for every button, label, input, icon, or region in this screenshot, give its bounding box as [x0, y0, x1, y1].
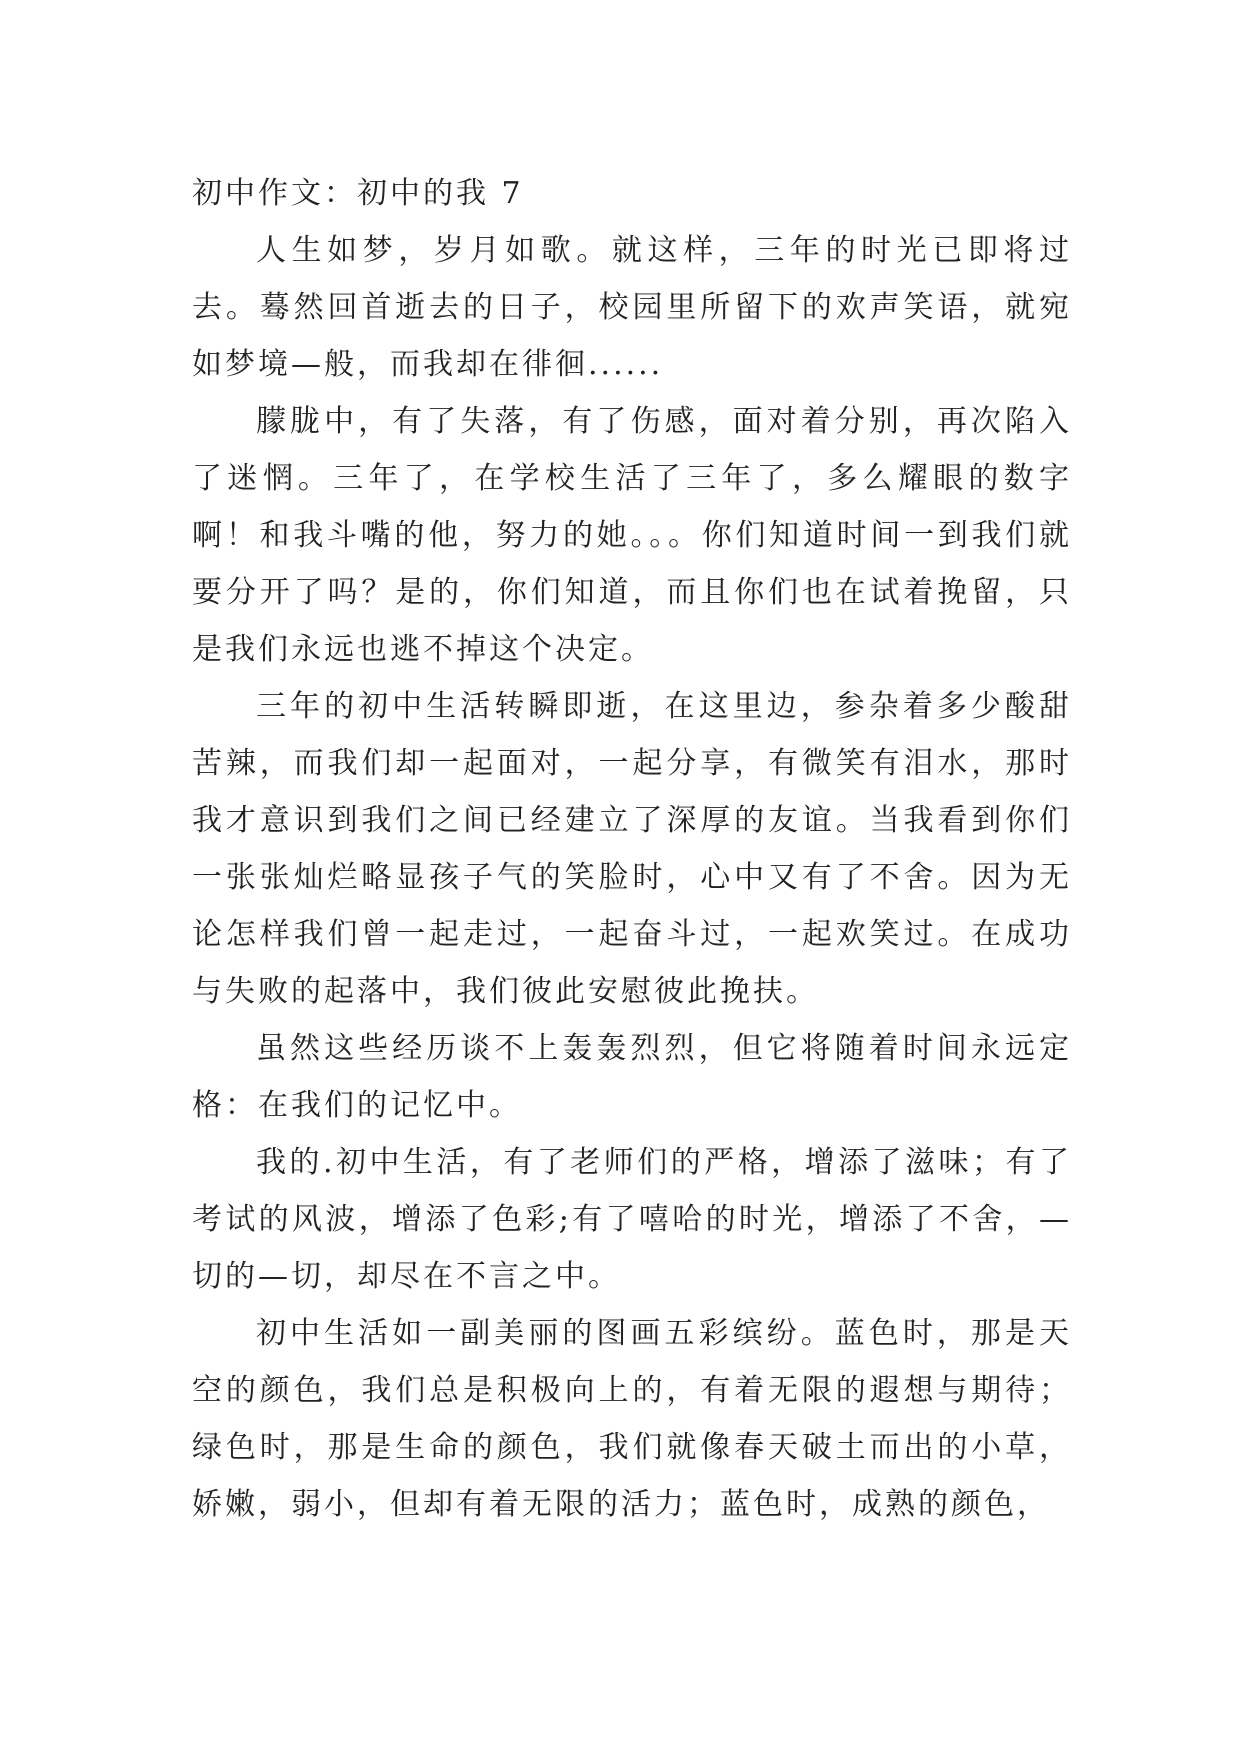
paragraph: 我的.初中生活，有了老师们的严格，增添了滋味；有了考试的风波，增添了色彩;有了嘻哈的时光，增添了不舍，—切的—切，却尽在不言之中。	[192, 1145, 1072, 1294]
paragraph: 三年的初中生活转瞬即逝，在这里边，参杂着多少酸甜苦辣，而我们却一起面对，一起分享，有微笑有泪水，那时我才意识到我们之间已经建立了深厚的友谊。当我看到你们一张张灿烂略显孩子气的笑脸时，心中又有了不舍。因为无论怎样我们曾一起走过，一起奋斗过，一起欢笑过。在成功与失败的起落中，我们彼此安慰彼此挽扶。	[192, 689, 1072, 1009]
document-body	[192, 165, 1072, 1533]
document-title: 初中作文：初中的我 7	[192, 176, 524, 211]
paragraph: 朦胧中，有了失落，有了伤感，面对着分别，再次陷入了迷惘。三年了，在学校生活了三年了，多么耀眼的数字啊！和我斗嘴的他，努力的她。。。你们知道时间一到我们就要分开了吗？是的，你们知道，而且你们也在试着挽留，只是我们永远也逃不掉这个决定。	[192, 404, 1072, 667]
paragraph: 初中生活如一副美丽的图画五彩缤纷。蓝色时，那是天空的颜色，我们总是积极向上的，有着无限的遐想与期待；绿色时，那是生命的颜色，我们就像春天破土而出的小草，娇嫩，弱小，但却有着无限的活力；蓝色时，成熟的颜色，	[192, 1316, 1072, 1522]
paragraph: 虽然这些经历谈不上轰轰烈烈，但它将随着时间永远定格：在我们的记忆中。	[192, 1031, 1072, 1123]
paragraph: 人生如梦，岁月如歌。就这样，三年的时光已即将过去。蓦然回首逝去的日子，校园里所留下的欢声笑语，就宛如梦境—般，而我却在徘徊......	[192, 233, 1072, 382]
